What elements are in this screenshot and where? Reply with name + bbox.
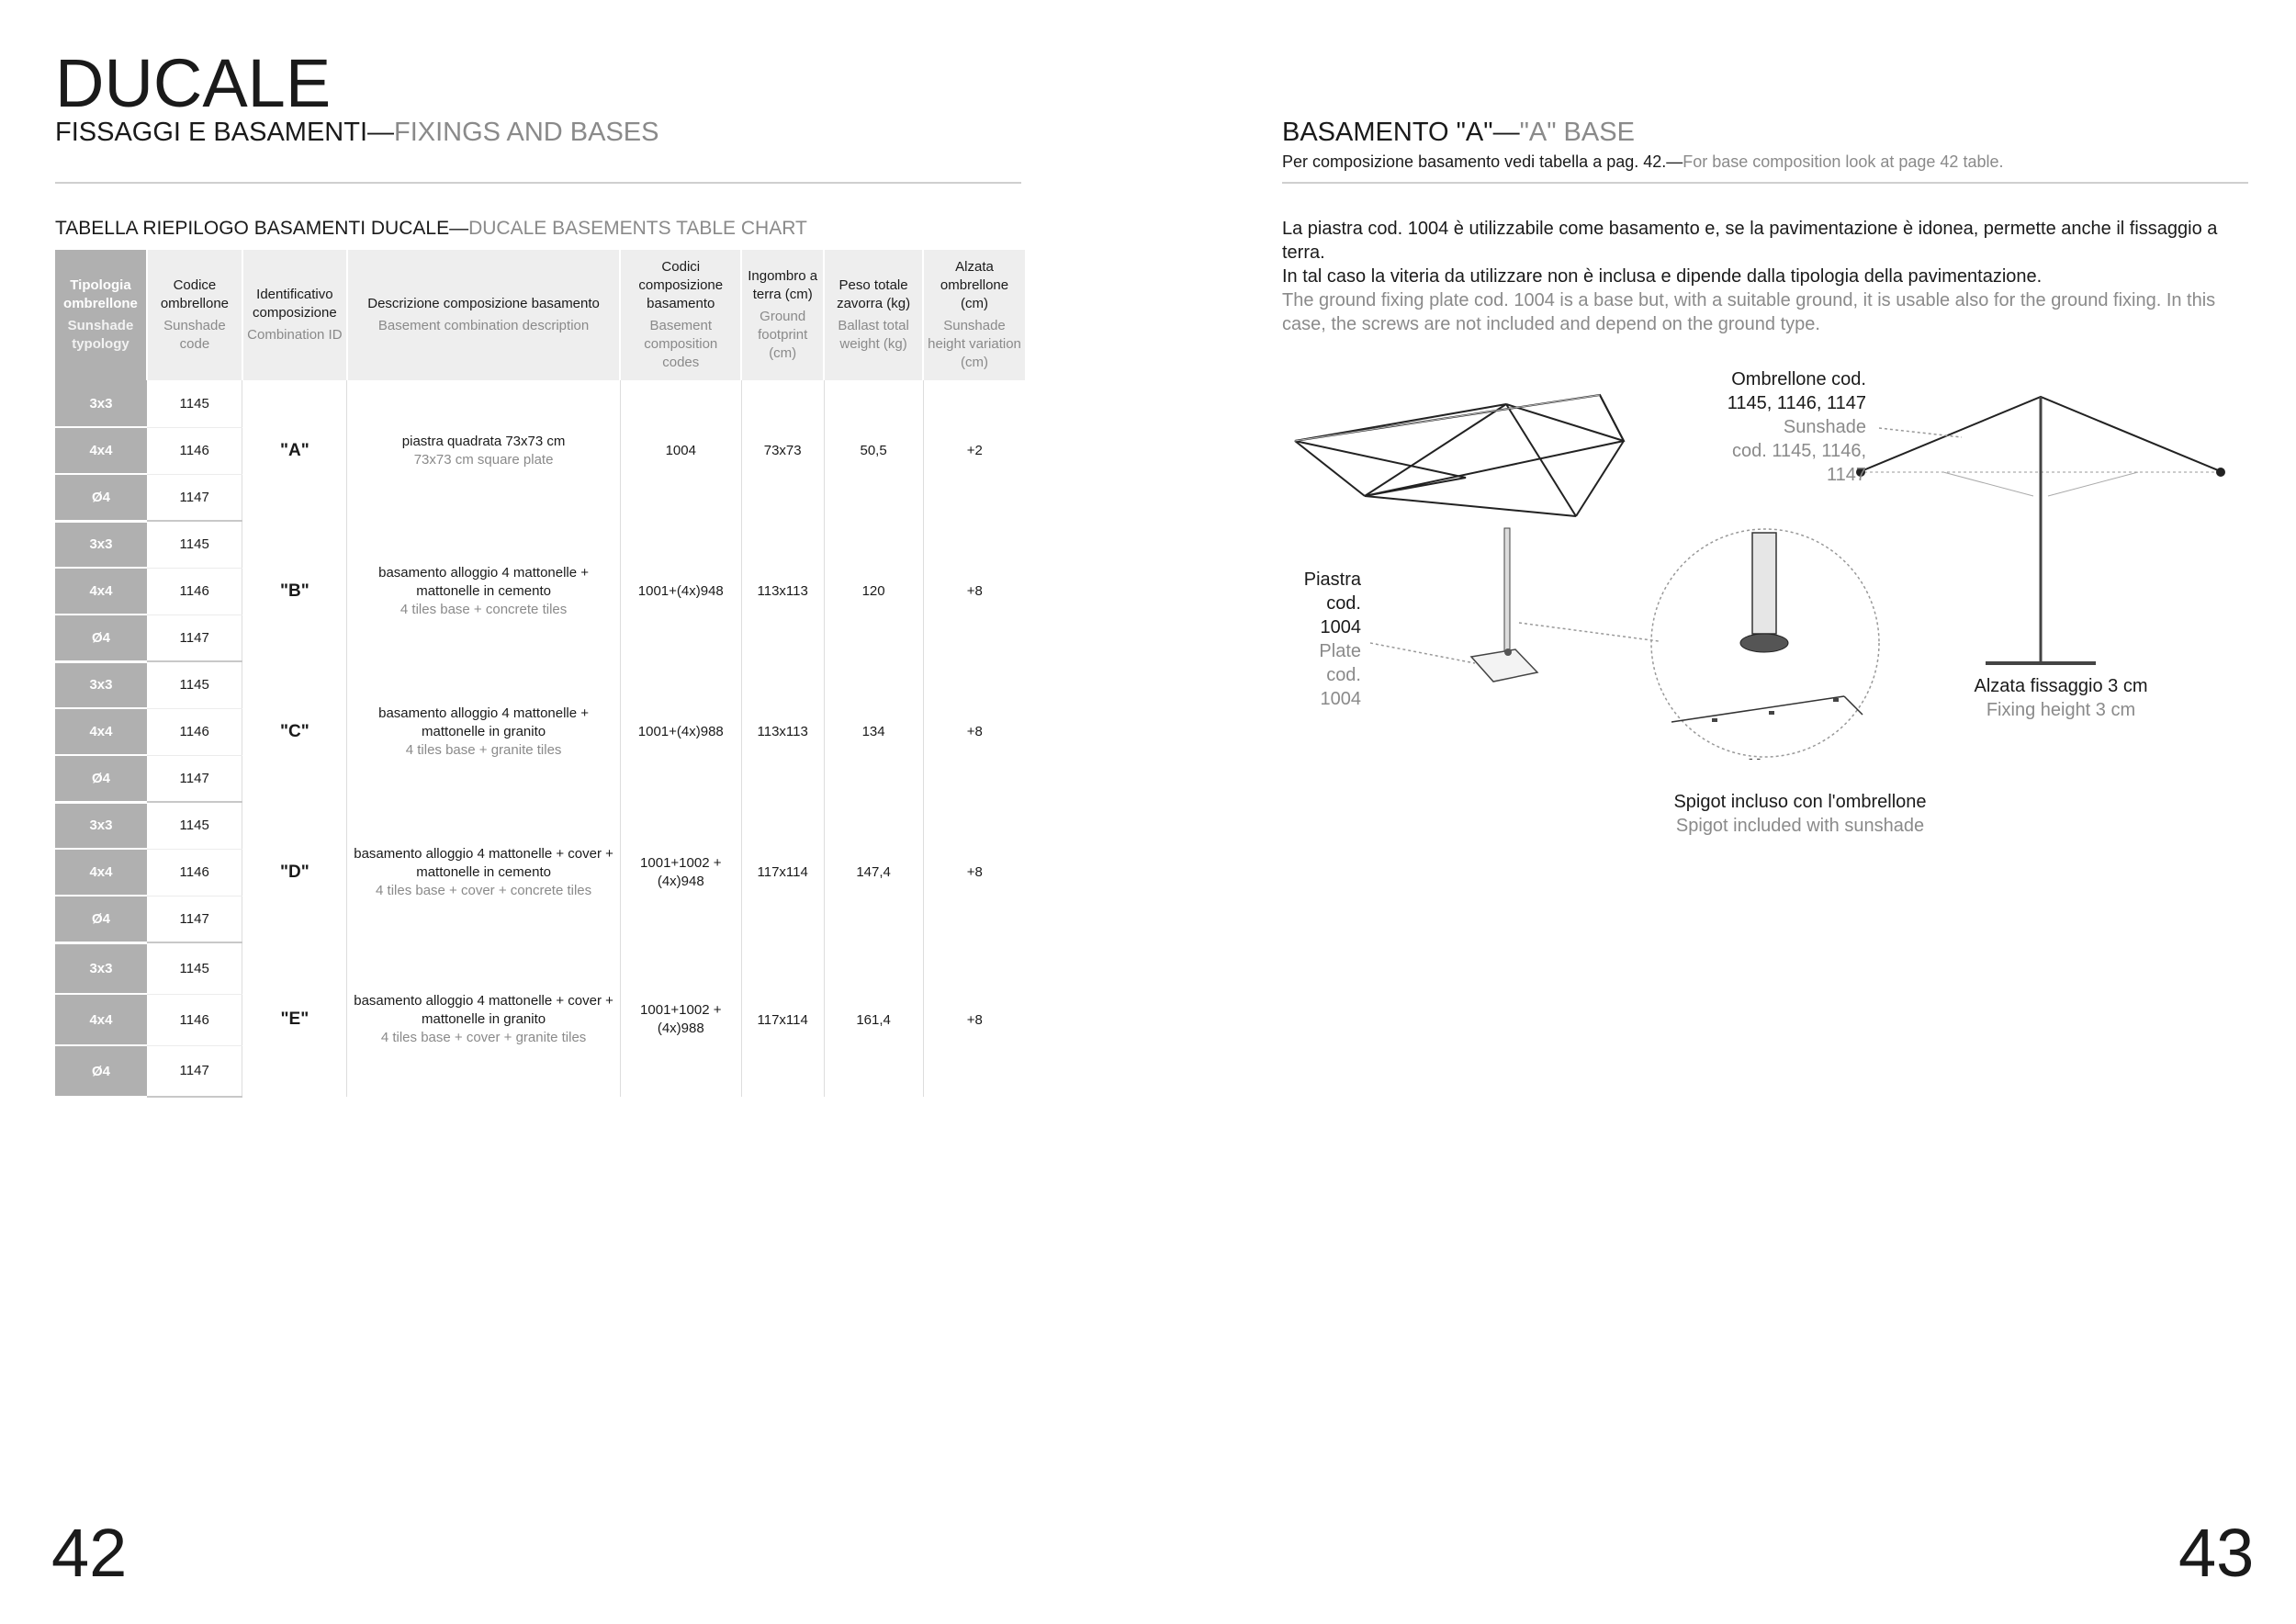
weight-cell: 50,5 bbox=[824, 380, 923, 521]
composition-cell: 1001+1002 +(4x)948 bbox=[620, 802, 741, 942]
label-plate-en-1: Plate bbox=[1319, 641, 1361, 661]
typology-cell: Ø4 bbox=[55, 755, 147, 802]
header-en: Combination ID bbox=[247, 327, 343, 343]
footprint-cell: 73x73 bbox=[741, 380, 824, 521]
header-it: Peso totale zavorra (kg) bbox=[837, 277, 911, 311]
footprint-cell: 117x114 bbox=[741, 942, 824, 1097]
plate-leader-line bbox=[1370, 643, 1475, 663]
section-note-en: For base composition look at page 42 table. bbox=[1683, 152, 2004, 171]
spigot-detail-drawing bbox=[1519, 529, 1879, 765]
height-cell: +8 bbox=[966, 1011, 983, 1028]
table-row bbox=[55, 942, 1026, 994]
header-it: Identificativo composizione bbox=[253, 287, 337, 321]
header-composition-codes bbox=[620, 250, 741, 380]
typology-cell: 3x3 bbox=[55, 661, 147, 708]
header-en: Sunshade height variation (cm) bbox=[928, 318, 1021, 370]
height-cell: +8 bbox=[966, 864, 983, 880]
section-note-it: Per composizione basamento vedi tabella a pag. 42. bbox=[1282, 152, 1667, 171]
header-weight bbox=[824, 250, 923, 380]
composition-cell: 1001+(4x)988 bbox=[620, 661, 741, 802]
combination-id-cell: "C" bbox=[242, 661, 347, 802]
label-umbrella-it-2: 1145, 1146, 1147 bbox=[1727, 393, 1866, 413]
description-it: basamento alloggio 4 mattonelle + cover + mattonelle in cemento bbox=[354, 845, 613, 880]
weight-cell: 120 bbox=[824, 521, 923, 661]
code-cell: 1146 bbox=[147, 568, 242, 615]
header-code bbox=[147, 250, 242, 380]
table-title-en: DUCALE BASEMENTS TABLE CHART bbox=[468, 218, 807, 239]
code-cell: 1147 bbox=[147, 896, 242, 942]
height-cell: +8 bbox=[966, 583, 983, 599]
code-cell: 1147 bbox=[147, 1045, 242, 1097]
divider bbox=[55, 182, 1021, 184]
code-cell: 1145 bbox=[147, 661, 242, 708]
header-footprint bbox=[741, 250, 824, 380]
label-spigot-it: Spigot incluso con l'ombrellone bbox=[1673, 792, 1927, 812]
composition-cell: 1001+(4x)948 bbox=[620, 521, 741, 661]
typology-cell: 4x4 bbox=[55, 994, 147, 1045]
description-it: basamento alloggio 4 mattonelle + cover + mattonelle in granito bbox=[354, 993, 613, 1027]
footprint-cell: 113x113 bbox=[741, 661, 824, 802]
paragraph-en: The ground fixing plate cod. 1004 is a base but, with a suitable ground, it is usable also for the ground fixing. In this case, the screws are not included and depend on the ground type. bbox=[1282, 290, 2216, 334]
header-it: Codice ombrellone bbox=[160, 277, 230, 311]
combination-id-cell: "E" bbox=[242, 942, 347, 1097]
description-paragraph bbox=[1282, 217, 2252, 336]
description-cell bbox=[347, 521, 620, 661]
label-fixing-height bbox=[1951, 674, 2171, 722]
table-row bbox=[55, 802, 1026, 849]
code-cell: 1145 bbox=[147, 802, 242, 849]
typology-cell: 4x4 bbox=[55, 568, 147, 615]
typology-cell: 4x4 bbox=[55, 849, 147, 896]
subtitle-en: FIXINGS AND BASES bbox=[394, 118, 659, 147]
code-cell: 1146 bbox=[147, 708, 242, 755]
description-en: 4 tiles base + cover + granite tiles bbox=[380, 1030, 587, 1045]
height-cell: +8 bbox=[966, 724, 983, 739]
description-cell bbox=[347, 661, 620, 802]
typology-cell: Ø4 bbox=[55, 615, 147, 661]
code-cell: 1145 bbox=[147, 942, 242, 994]
table-title-it: TABELLA RIEPILOGO BASAMENTI DUCALE bbox=[55, 218, 450, 239]
label-plate-it-2: cod. bbox=[1326, 593, 1361, 614]
header-combination-id bbox=[242, 250, 347, 380]
code-cell: 1147 bbox=[147, 615, 242, 661]
description-cell bbox=[347, 380, 620, 521]
header-en: Ground footprint (cm) bbox=[758, 309, 808, 361]
paragraph-it-2: In tal caso la viteria da utilizzare non è inclusa e dipende dalla tipologia della pavimentazione. bbox=[1282, 266, 2043, 287]
code-cell: 1147 bbox=[147, 755, 242, 802]
combination-id-cell: "B" bbox=[242, 521, 347, 661]
composition-cell: 1004 bbox=[620, 380, 741, 521]
description-it: piastra quadrata 73x73 cm bbox=[401, 433, 566, 449]
description-cell bbox=[347, 942, 620, 1097]
code-cell: 1145 bbox=[147, 521, 242, 568]
section-title bbox=[1282, 118, 1635, 148]
label-umbrella bbox=[1699, 367, 1866, 487]
section-title-it: BASAMENTO "A" bbox=[1282, 118, 1493, 147]
typology-cell: 3x3 bbox=[55, 521, 147, 568]
description-cell bbox=[347, 802, 620, 942]
label-umbrella-en-2: cod. 1145, 1146, 1147 bbox=[1731, 441, 1866, 485]
composition-cell: 1001+1002 +(4x)988 bbox=[620, 942, 741, 1097]
code-cell: 1146 bbox=[147, 849, 242, 896]
subtitle-separator: — bbox=[367, 118, 395, 147]
typology-cell: 4x4 bbox=[55, 427, 147, 474]
header-description bbox=[347, 250, 620, 380]
label-umbrella-it-1: Ombrellone cod. bbox=[1731, 369, 1866, 389]
footprint-cell: 113x113 bbox=[741, 521, 824, 661]
paragraph-it-1: La piastra cod. 1004 è utilizzabile come basamento e, se la pavimentazione è idonea, permette anche il fissaggio a terra. bbox=[1282, 219, 2218, 263]
description-it: basamento alloggio 4 mattonelle + mattonelle in cemento bbox=[378, 564, 590, 599]
header-en: Basement composition codes bbox=[644, 318, 718, 370]
description-en: 4 tiles base + concrete tiles bbox=[400, 601, 568, 617]
table-title-separator: — bbox=[449, 218, 469, 239]
brand-title: DUCALE bbox=[55, 45, 332, 121]
table-row bbox=[55, 521, 1026, 568]
header-it: Ingombro a terra (cm) bbox=[748, 268, 818, 302]
description-en: 4 tiles base + cover + concrete tiles bbox=[376, 882, 592, 898]
code-cell: 1145 bbox=[147, 380, 242, 427]
label-fixing-en: Fixing height 3 cm bbox=[1986, 700, 2136, 720]
umbrella-leader-line bbox=[1879, 428, 1962, 437]
combination-id-cell: "D" bbox=[242, 802, 347, 942]
label-plate-it-3: 1004 bbox=[1320, 617, 1361, 637]
code-cell: 1146 bbox=[147, 427, 242, 474]
typology-cell: 3x3 bbox=[55, 380, 147, 427]
description-it: basamento alloggio 4 mattonelle + mattonelle in granito bbox=[378, 705, 590, 739]
label-plate bbox=[1286, 568, 1361, 711]
typology-cell: 3x3 bbox=[55, 942, 147, 994]
section-title-separator: — bbox=[1492, 118, 1520, 147]
side-umbrella-drawing bbox=[1857, 397, 2224, 663]
typology-cell: Ø4 bbox=[55, 474, 147, 521]
table-header-row bbox=[55, 250, 1026, 380]
table-row bbox=[55, 380, 1026, 427]
table-title bbox=[55, 218, 807, 240]
code-cell: 1147 bbox=[147, 474, 242, 521]
weight-cell: 134 bbox=[824, 661, 923, 802]
header-it: Codici composizione basamento bbox=[638, 259, 724, 311]
description-en: 4 tiles base + granite tiles bbox=[405, 741, 562, 758]
label-spigot-en: Spigot included with sunshade bbox=[1675, 816, 1925, 836]
header-en: Basement combination description bbox=[377, 318, 590, 333]
label-fixing-it: Alzata fissaggio 3 cm bbox=[1974, 676, 2148, 696]
header-height bbox=[923, 250, 1026, 380]
header-it: Descrizione composizione basamento bbox=[367, 296, 600, 311]
header-en: Ballast total weight (kg) bbox=[838, 318, 909, 352]
label-plate-en-2: cod. bbox=[1326, 665, 1361, 685]
typology-cell: Ø4 bbox=[55, 896, 147, 942]
section-title-en: "A" BASE bbox=[1519, 118, 1635, 147]
header-it: Alzata ombrellone (cm) bbox=[940, 259, 1009, 311]
basements-table bbox=[55, 250, 1027, 1098]
svg-text:- -: - - bbox=[1749, 750, 1761, 765]
header-en: Sunshade typology bbox=[67, 318, 134, 352]
typology-cell: 3x3 bbox=[55, 802, 147, 849]
page-number-right: 43 bbox=[2178, 1515, 2255, 1591]
header-typology bbox=[55, 250, 147, 380]
label-plate-it-1: Piastra bbox=[1303, 570, 1361, 590]
page-number-left: 42 bbox=[51, 1515, 128, 1591]
weight-cell: 147,4 bbox=[824, 802, 923, 942]
header-en: Sunshade code bbox=[163, 318, 226, 352]
typology-cell: Ø4 bbox=[55, 1045, 147, 1097]
weight-cell: 161,4 bbox=[824, 942, 923, 1097]
typology-cell: 4x4 bbox=[55, 708, 147, 755]
label-umbrella-en-1: Sunshade bbox=[1783, 417, 1866, 437]
section-note-separator: — bbox=[1666, 152, 1683, 171]
code-cell: 1146 bbox=[147, 994, 242, 1045]
label-plate-en-3: 1004 bbox=[1320, 689, 1361, 709]
height-cell: +2 bbox=[966, 443, 983, 458]
combination-id-cell: "A" bbox=[242, 380, 347, 521]
divider bbox=[1282, 182, 2248, 184]
footprint-cell: 117x114 bbox=[741, 802, 824, 942]
section-note bbox=[1282, 152, 2003, 172]
table-row bbox=[55, 661, 1026, 708]
header-it: Tipologia ombrellone bbox=[63, 277, 138, 311]
label-spigot bbox=[1616, 790, 1984, 838]
page-subtitle bbox=[55, 118, 659, 148]
subtitle-it: FISSAGGI E BASAMENTI bbox=[55, 118, 368, 147]
description-en: 73x73 cm square plate bbox=[413, 451, 554, 468]
